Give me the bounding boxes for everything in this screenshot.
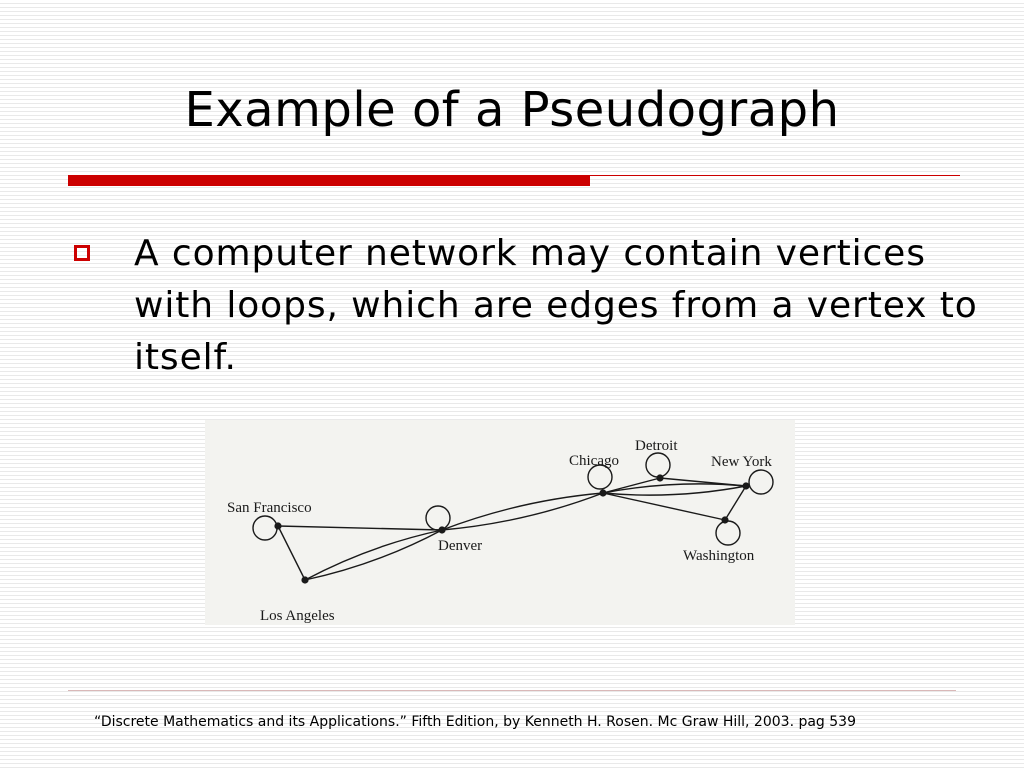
- edge-denver-chicago: [442, 493, 603, 530]
- vertex-label-newyork: New York: [711, 454, 772, 470]
- loop-sf: [253, 516, 277, 540]
- loop-washington: [716, 521, 740, 545]
- edge-newyork-washington: [725, 486, 746, 520]
- loop-detroit: [646, 453, 670, 477]
- vertex-label-sf: San Francisco: [227, 500, 312, 516]
- vertex-denver: [438, 526, 445, 533]
- vertex-detroit: [656, 474, 663, 481]
- edge-chicago-newyork: [603, 484, 746, 493]
- edge-sf-la: [278, 526, 305, 580]
- edge-denver-chicago: [442, 493, 603, 530]
- vertex-newyork: [742, 482, 749, 489]
- loop-newyork: [749, 470, 773, 494]
- pseudograph-figure: [205, 420, 795, 625]
- vertex-label-chicago: Chicago: [569, 453, 619, 469]
- edge-la-denver: [305, 530, 442, 580]
- edge-sf-denver: [278, 526, 442, 530]
- bullet-square-icon: [74, 245, 90, 261]
- edge-la-denver: [305, 530, 442, 580]
- citation: “Discrete Mathematics and its Applications.” Fifth Edition, by Kenneth H. Rosen. Mc Graw Hill, 2003. pag 539: [94, 714, 856, 730]
- vertex-la: [301, 576, 308, 583]
- edge-chicago-washington: [603, 493, 725, 520]
- loop-denver: [426, 506, 450, 530]
- title-rule-thin: [590, 175, 960, 176]
- slide-title: Example of a Pseudograph: [184, 82, 840, 138]
- title-rule-thick: [68, 175, 590, 186]
- bullet-text: A computer network may contain vertices with loops, which are edges from a vertex to itself.: [134, 233, 978, 378]
- vertex-chicago: [599, 489, 606, 496]
- vertex-label-detroit: Detroit: [635, 438, 678, 454]
- vertex-label-denver: Denver: [438, 538, 483, 554]
- pseudograph-diagram: [205, 420, 795, 625]
- footer-rule: [68, 690, 956, 691]
- vertex-label-la: Los Angeles: [260, 608, 335, 624]
- vertex-sf: [274, 522, 281, 529]
- vertex-washington: [721, 516, 728, 523]
- vertex-label-washington: Washington: [683, 548, 755, 564]
